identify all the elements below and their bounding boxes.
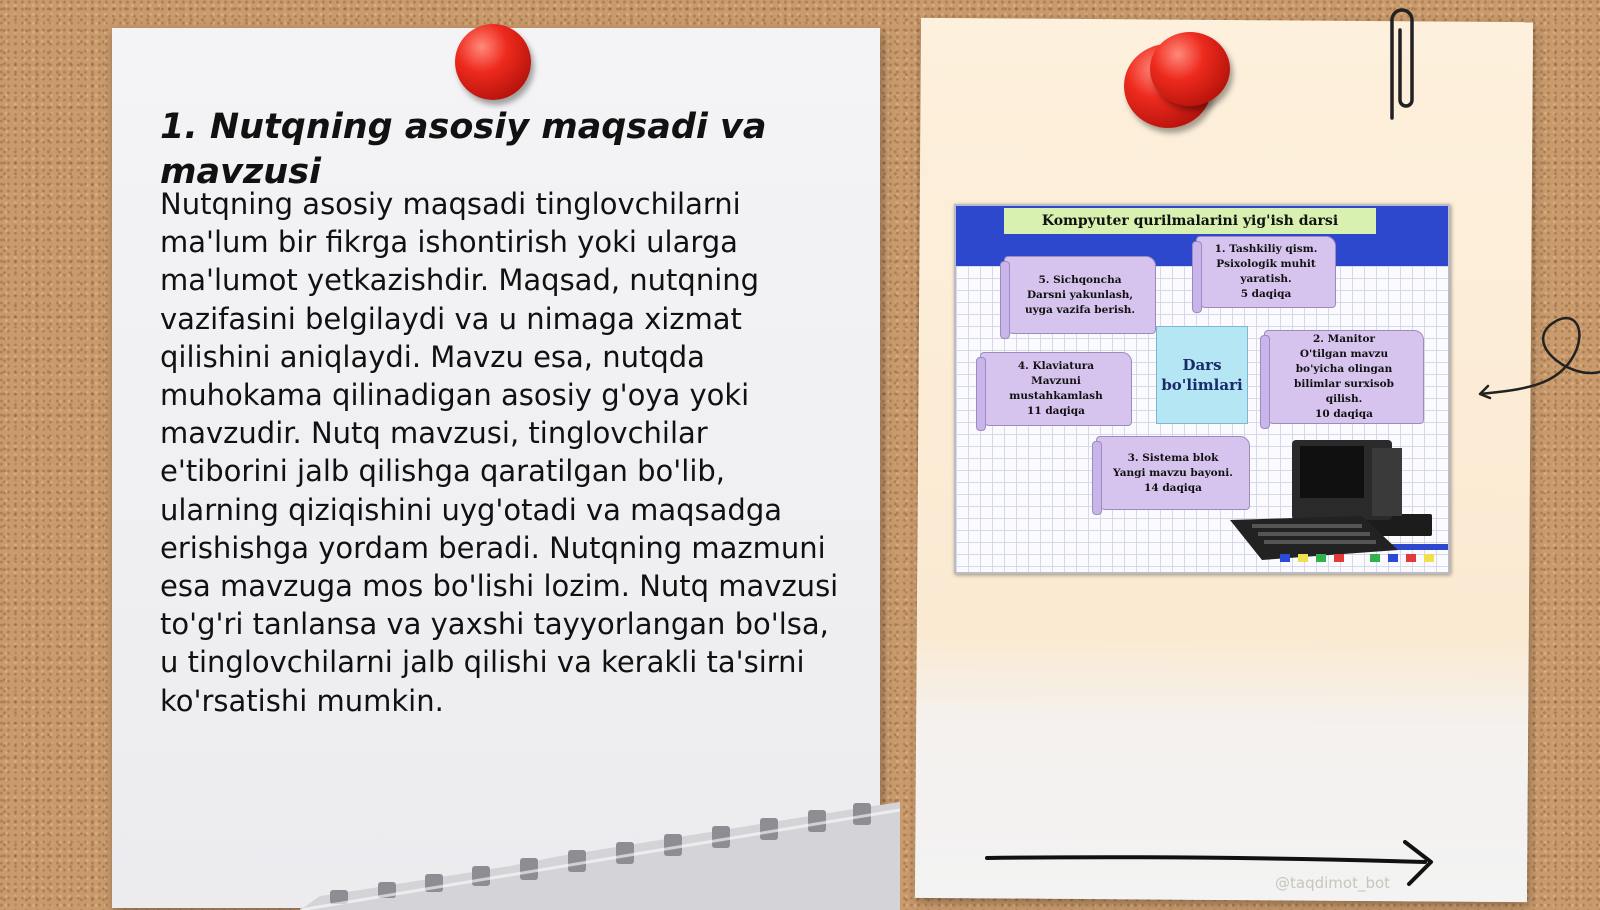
- computer-icon: [1222, 424, 1448, 572]
- lesson-part-mouse: 5. Sichqoncha Darsni yakunlash, uyga vazifa berish.: [1004, 256, 1156, 334]
- lesson-parts-center: Dars bo'limlari: [1156, 326, 1248, 424]
- red-pushpin-right: [1150, 32, 1230, 106]
- slide-title: Kompyuter qurilmalarini yig'ish darsi: [1004, 208, 1376, 234]
- page-title: 1. Nutqning asosiy maqsadi va mavzusi: [160, 107, 767, 192]
- lesson-part-monitor: 2. Manitor O'tilgan mavzu bo'yicha olingan bilimlar surxisob qilish. 10 daqiqa: [1264, 330, 1424, 424]
- watermark: @taqdimot_bot: [1275, 874, 1391, 892]
- red-pushpin-left: [455, 24, 531, 100]
- torn-paper-edge: [300, 800, 900, 910]
- body-paragraph: Nutqning asosiy maqsadi tinglovchilarni ma'lum bir fikrga ishontirish yoki ularga ma'lumot yetkazishdir. Maqsad, nutqning vazifasini belgilaydi va u nimaga xizmat qilishini aniqlaydi. Mavzu esa, nutqda muhokama qilinadigan asosiy g'oya yoki mavzudir. Nutq mavzusi, tinglovchilar e'tiborini jalb qilishga qaratilgan bo'lib, ularning qiziqishini uyg'otadi va maqsadga erishishga yordam beradi. Nutqning mazmuni esa mavzuga mos bo'lishi lozim. Nutq mavzusi to'g'ri tanlansa va yaxshi tayyorlangan bo'lsa, u tinglovchilarni jalb qilishi va kerakli ta'sirni ko'rsatishi mumkin.: [160, 187, 839, 718]
- lesson-part-keyboard: 4. Klaviatura Mavzuni mustahkamlash 11 daqiqa: [980, 352, 1132, 426]
- lesson-part-system-block: 3. Sistema blok Yangi mavzu bayoni. 14 daqiqa: [1096, 436, 1250, 510]
- lesson-parts-slide: [954, 204, 1450, 574]
- paperclip-icon: [1378, 0, 1418, 130]
- lesson-part-organizational: 1. Tashkiliy qism. Psixologik muhit yaratish. 5 daqiqa: [1196, 236, 1336, 308]
- loop-arrow-doodle: [1478, 310, 1600, 410]
